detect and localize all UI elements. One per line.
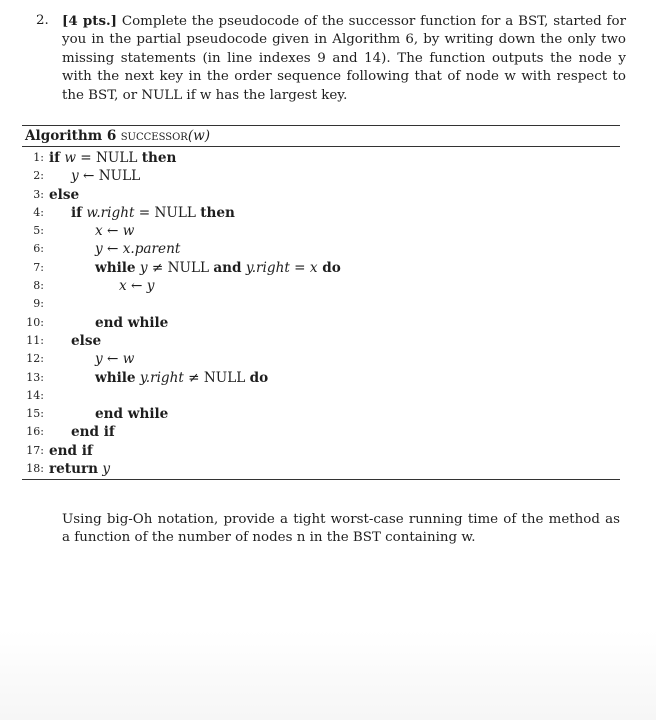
line-number: 17:: [26, 443, 44, 457]
question-number: 2.: [36, 13, 49, 28]
keyword: then: [200, 204, 235, 221]
math-variable: y: [98, 461, 111, 478]
keyword: else: [71, 332, 102, 349]
keyword: return: [49, 461, 99, 478]
math-variable: y: [95, 241, 103, 258]
math-variable: y: [71, 168, 79, 185]
code-text: ← NULL: [78, 168, 141, 185]
math-variable: w: [122, 223, 135, 240]
algorithm-label: Algorithm 6: [25, 128, 117, 144]
keyword: do: [249, 369, 269, 386]
code-line: [22, 423, 620, 441]
line-number: 16:: [26, 425, 44, 439]
line-number: 3:: [33, 187, 44, 201]
keyword: while: [95, 259, 136, 276]
math-variable: y.right: [241, 259, 290, 276]
keyword: end if: [49, 442, 93, 459]
line-number: 2:: [33, 169, 44, 183]
line-number: 15:: [26, 407, 44, 421]
line-number: 4:: [33, 205, 44, 219]
question-text: Complete the pseudocode of the successor function for a BST, started for you in the partial pseudocode given in Algorithm 6, by writing down the only two missing statements (in line indexes 9 and 14). The function outputs the node y with the next key in the order sequence following that of node w with respect to the BST, or NULL if w has the largest key.: [62, 14, 626, 103]
code-line: [22, 204, 620, 222]
algorithm-title: [22, 126, 620, 146]
question-text-block: [62, 12, 626, 105]
code-line: [22, 369, 620, 387]
keyword: if: [71, 204, 83, 221]
math-variable: x: [119, 278, 127, 295]
line-number: 7:: [33, 260, 44, 274]
followup-question: Using big-Oh notation, provide a tight worst-case running time of the method as a function of the number of nodes n in the BST containing w.: [62, 512, 620, 546]
math-variable: x: [95, 223, 103, 240]
code-text: ←: [102, 241, 123, 258]
algorithm-bottom-rule: [22, 479, 620, 480]
code-statement: [49, 460, 110, 478]
code-line: [22, 295, 620, 313]
math-variable: x: [309, 259, 318, 276]
keyword: do: [317, 259, 341, 276]
line-number: 10:: [26, 315, 44, 329]
math-variable: w: [122, 351, 135, 368]
code-text: ≠ NULL: [183, 369, 250, 386]
line-number: 8:: [33, 279, 44, 293]
code-statement: [49, 442, 93, 460]
algorithm-signature-args: (w): [187, 128, 211, 144]
code-line: [22, 460, 620, 478]
code-text: ←: [102, 223, 123, 240]
math-variable: y.right: [135, 369, 184, 386]
math-variable: w.right: [82, 204, 135, 221]
code-text: ←: [126, 278, 147, 295]
keyword: end while: [95, 406, 169, 423]
code-line: [22, 405, 620, 423]
algorithm-function-name: successor: [120, 128, 188, 144]
code-statement: [49, 167, 140, 185]
math-variable: y: [95, 351, 103, 368]
code-statement: [49, 259, 341, 277]
code-statement: [49, 405, 168, 423]
code-text: = NULL: [75, 150, 142, 166]
code-line: [22, 350, 620, 368]
code-line: [22, 222, 620, 240]
keyword: end while: [95, 314, 169, 331]
line-number: 12:: [26, 352, 44, 366]
code-statement: [49, 350, 134, 368]
algorithm-lines: [22, 147, 620, 479]
keyword: and: [213, 259, 242, 276]
code-statement: [49, 369, 268, 387]
keyword: end if: [71, 424, 115, 441]
code-statement: [49, 204, 235, 222]
code-line: [22, 387, 620, 405]
question-points: [4 pts.]: [62, 13, 117, 29]
code-statement: [49, 423, 115, 441]
math-variable: w: [60, 150, 76, 166]
question-block: [36, 12, 626, 105]
math-variable: y: [135, 259, 148, 276]
code-text: =: [289, 259, 310, 276]
code-line: [22, 149, 620, 167]
math-variable: y: [146, 278, 155, 295]
code-statement: [49, 314, 168, 332]
line-number: 11:: [26, 333, 44, 347]
code-statement: [49, 332, 101, 350]
code-line: [22, 259, 620, 277]
line-number: 14:: [26, 388, 44, 402]
algorithm-box: [22, 125, 620, 480]
code-statement: [49, 222, 134, 240]
code-line: [22, 186, 620, 204]
code-line: [22, 167, 620, 185]
code-line: [22, 277, 620, 295]
code-text: ←: [102, 351, 123, 368]
keyword: while: [95, 369, 136, 386]
code-statement: [49, 149, 176, 167]
code-text: ≠ NULL: [147, 259, 214, 276]
keyword: if: [49, 150, 61, 166]
line-number: 13:: [26, 370, 44, 384]
code-statement: [49, 277, 154, 295]
line-number: 18:: [26, 462, 44, 476]
line-number: 6:: [33, 242, 44, 256]
code-text: = NULL: [134, 204, 201, 221]
line-number: 1:: [33, 151, 44, 164]
page-bottom-shade: [0, 630, 656, 720]
code-line: [22, 332, 620, 350]
line-number: 5:: [33, 224, 44, 238]
code-line: [22, 442, 620, 460]
line-number: 9:: [33, 297, 44, 311]
code-statement: [49, 240, 180, 258]
math-variable: x.parent: [122, 241, 181, 258]
code-line: [22, 314, 620, 332]
keyword: else: [49, 186, 80, 203]
code-statement: [49, 186, 79, 204]
code-line: [22, 240, 620, 258]
keyword: then: [141, 150, 177, 166]
